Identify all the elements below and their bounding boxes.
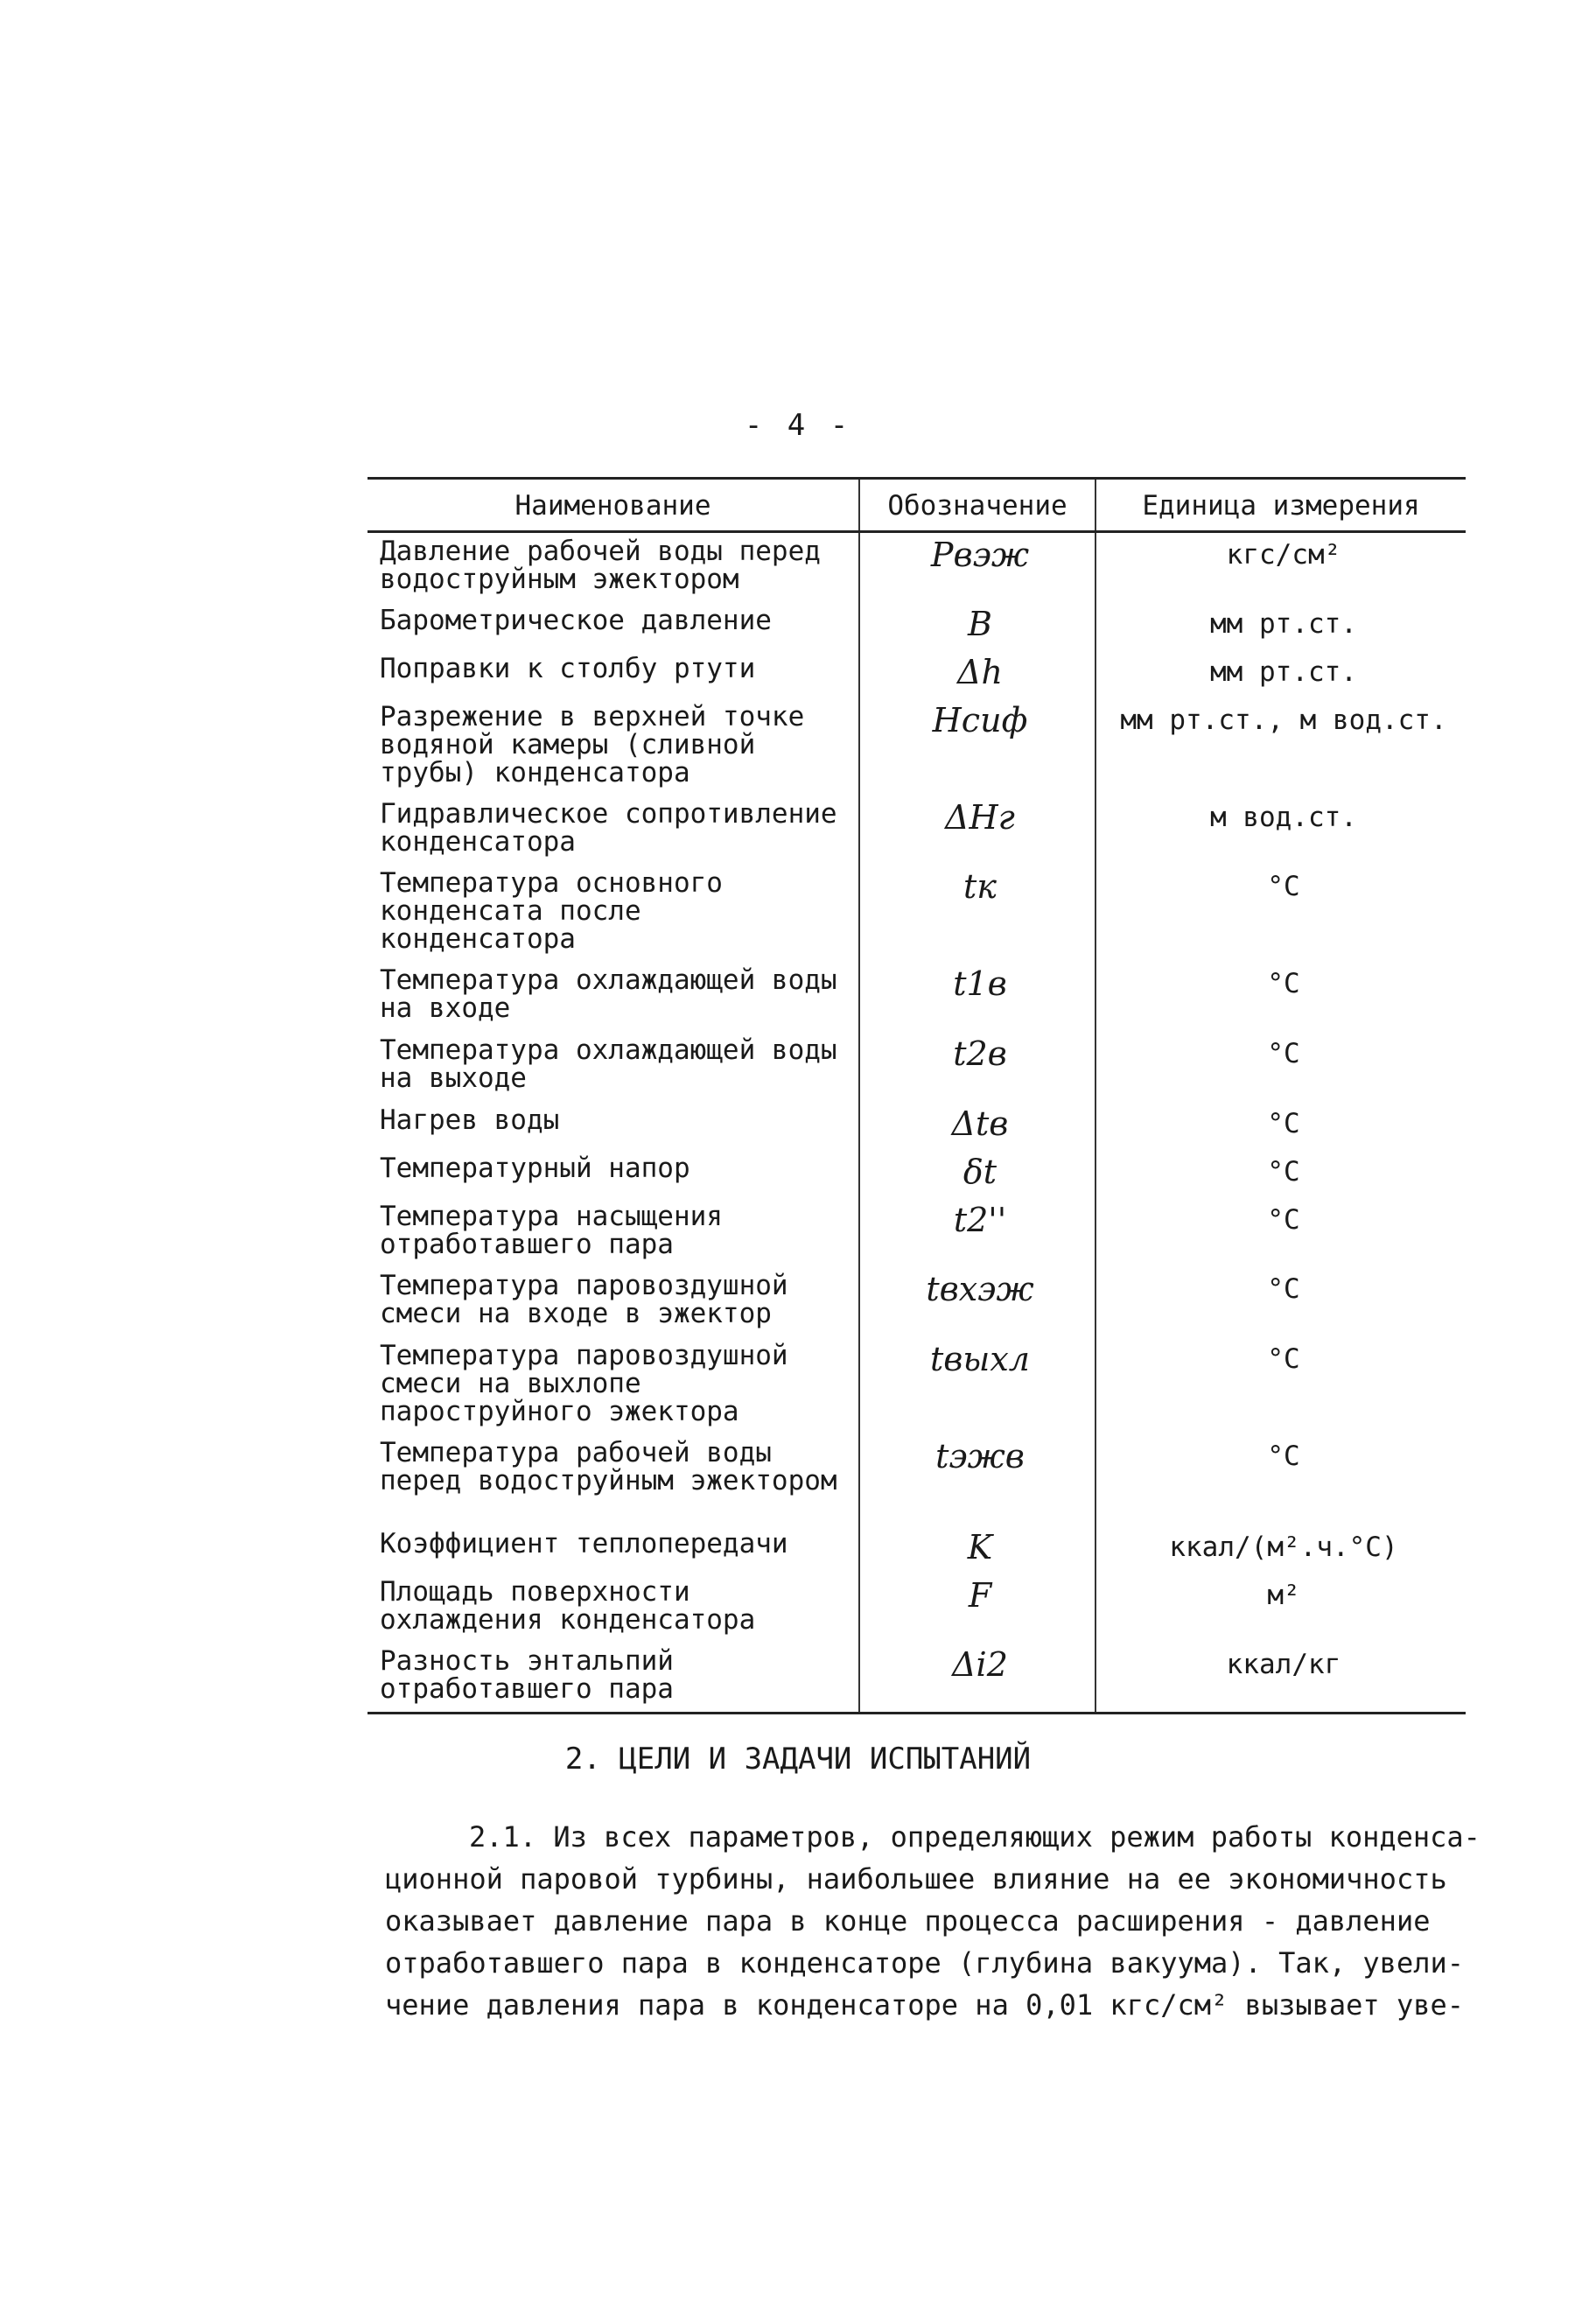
row-unit-cell: м вод.ст. bbox=[1096, 796, 1466, 865]
row-symbol-cell: ΔHг bbox=[859, 796, 1096, 865]
table-row bbox=[368, 865, 1466, 962]
row-symbol-cell: B bbox=[859, 602, 1096, 650]
row-unit-cell: °C bbox=[1096, 1150, 1466, 1198]
row-name-cell: Температура основного конденсата после конденсатора bbox=[380, 867, 723, 955]
paragraph-line: отработавшего пара в конденсаторе (глубина вакуума). Так, увели- bbox=[385, 1946, 1464, 1980]
table-row bbox=[368, 1337, 1466, 1434]
row-name-cell: Температура охлаждающей воды на входе bbox=[380, 964, 837, 1024]
header-unit: Единица измерения bbox=[1096, 479, 1466, 532]
row-symbol-cell: Δtв bbox=[859, 1102, 1096, 1150]
row-unit-cell: °C bbox=[1096, 1267, 1466, 1337]
row-unit-cell: ккал/(м².ч.°C) bbox=[1096, 1525, 1466, 1574]
row-unit-cell: мм рт.ст. bbox=[1096, 602, 1466, 650]
row-symbol-cell: t1в bbox=[859, 962, 1096, 1032]
paragraph-line: оказывает давление пара в конце процесса расширения - давление bbox=[385, 1904, 1431, 1938]
row-unit-cell: м² bbox=[1096, 1574, 1466, 1643]
row-name-cell: Температура паровоздушной смеси на входе в эжектор bbox=[380, 1270, 788, 1329]
table-row bbox=[368, 602, 1466, 650]
row-name-cell: Температура насыщения отработавшего пара bbox=[380, 1201, 723, 1260]
header-name: Наименование bbox=[514, 490, 711, 522]
table-row bbox=[368, 1267, 1466, 1337]
row-name-cell: Нагрев воды bbox=[380, 1104, 560, 1136]
row-unit-cell: кгс/см² bbox=[1096, 532, 1466, 603]
row-symbol-cell: F bbox=[859, 1574, 1096, 1643]
row-unit-cell: °C bbox=[1096, 865, 1466, 962]
parameters-table bbox=[368, 477, 1466, 1714]
row-name-cell: Температурный напор bbox=[380, 1153, 690, 1184]
row-symbol-cell: tэжв bbox=[859, 1434, 1096, 1525]
row-unit-cell: ккал/кг bbox=[1096, 1643, 1466, 1714]
row-name-cell: Коэффициент теплопередачи bbox=[380, 1528, 788, 1560]
row-symbol-cell: K bbox=[859, 1525, 1096, 1574]
row-name-cell: Разрежение в верхней точке водяной камеры (сливной трубы) конденсатора bbox=[380, 701, 805, 789]
paragraph-line: чение давления пара в конденсаторе на 0,01 кгс/см² вызывает уве- bbox=[385, 1988, 1464, 2022]
section-paragraph bbox=[385, 1816, 1479, 2026]
parameters-table-wrap bbox=[368, 477, 1466, 1714]
paragraph-line: 2.1. Из всех параметров, определяющих режим работы конденса- bbox=[469, 1820, 1480, 1854]
section-heading: 2. ЦЕЛИ И ЗАДАЧИ ИСПЫТАНИЙ bbox=[564, 1742, 1032, 1777]
row-name-cell: Температура паровоздушной смеси на выхлопе пароструйного эжектора bbox=[380, 1340, 788, 1427]
row-symbol-cell: Δh bbox=[859, 650, 1096, 698]
row-symbol-cell: t2в bbox=[859, 1032, 1096, 1102]
table-row bbox=[368, 796, 1466, 865]
row-name-cell: Температура рабочей воды перед водоструйным эжектором bbox=[380, 1437, 837, 1496]
row-unit-cell: мм рт.ст., м вод.ст. bbox=[1096, 698, 1466, 796]
table-row bbox=[368, 532, 1466, 603]
table-row bbox=[368, 962, 1466, 1032]
row-unit-cell: °C bbox=[1096, 1198, 1466, 1267]
row-symbol-cell: Δi2 bbox=[859, 1643, 1096, 1714]
row-unit-cell: °C bbox=[1096, 1337, 1466, 1434]
table-row bbox=[368, 1150, 1466, 1198]
row-symbol-cell: tк bbox=[859, 865, 1096, 962]
table-row bbox=[368, 698, 1466, 796]
row-symbol-cell: Pвэж bbox=[859, 532, 1096, 603]
row-name-cell: Гидравлическое сопротивление конденсатора bbox=[380, 798, 837, 858]
row-name-cell: Барометрическое давление bbox=[380, 605, 772, 636]
header-symbol: Обозначение bbox=[859, 479, 1096, 532]
table-header-row bbox=[368, 479, 1466, 532]
table-row bbox=[368, 1643, 1466, 1714]
row-name-cell: Поправки к столбу ртути bbox=[380, 653, 756, 684]
row-name-cell: Разность энтальпий отработавшего пара bbox=[380, 1645, 674, 1705]
row-name-cell: Температура охлаждающей воды на выходе bbox=[380, 1034, 837, 1094]
table-row bbox=[368, 1525, 1466, 1574]
row-unit-cell: мм рт.ст. bbox=[1096, 650, 1466, 698]
row-symbol-cell: t2'' bbox=[859, 1198, 1096, 1267]
table-body bbox=[368, 532, 1466, 1714]
row-symbol-cell: tвыхл bbox=[859, 1337, 1096, 1434]
table-row bbox=[368, 1574, 1466, 1643]
row-unit-cell: °C bbox=[1096, 1434, 1466, 1525]
row-symbol-cell: δt bbox=[859, 1150, 1096, 1198]
page-number: - 4 - bbox=[744, 408, 852, 443]
row-name-cell: Давление рабочей воды перед водоструйным эжектором bbox=[380, 536, 821, 595]
table-row bbox=[368, 1032, 1466, 1102]
row-name-cell: Площадь поверхности охлаждения конденсатора bbox=[380, 1576, 756, 1636]
table-row bbox=[368, 1198, 1466, 1267]
paragraph-line: ционной паровой турбины, наибольшее влияние на ее экономичность bbox=[385, 1862, 1447, 1896]
row-symbol-cell: Hсиф bbox=[859, 698, 1096, 796]
row-unit-cell: °C bbox=[1096, 1102, 1466, 1150]
row-symbol-cell: tвхэж bbox=[859, 1267, 1096, 1337]
table-row bbox=[368, 1434, 1466, 1525]
table-row bbox=[368, 650, 1466, 698]
table-row bbox=[368, 1102, 1466, 1150]
row-unit-cell: °C bbox=[1096, 1032, 1466, 1102]
row-unit-cell: °C bbox=[1096, 962, 1466, 1032]
